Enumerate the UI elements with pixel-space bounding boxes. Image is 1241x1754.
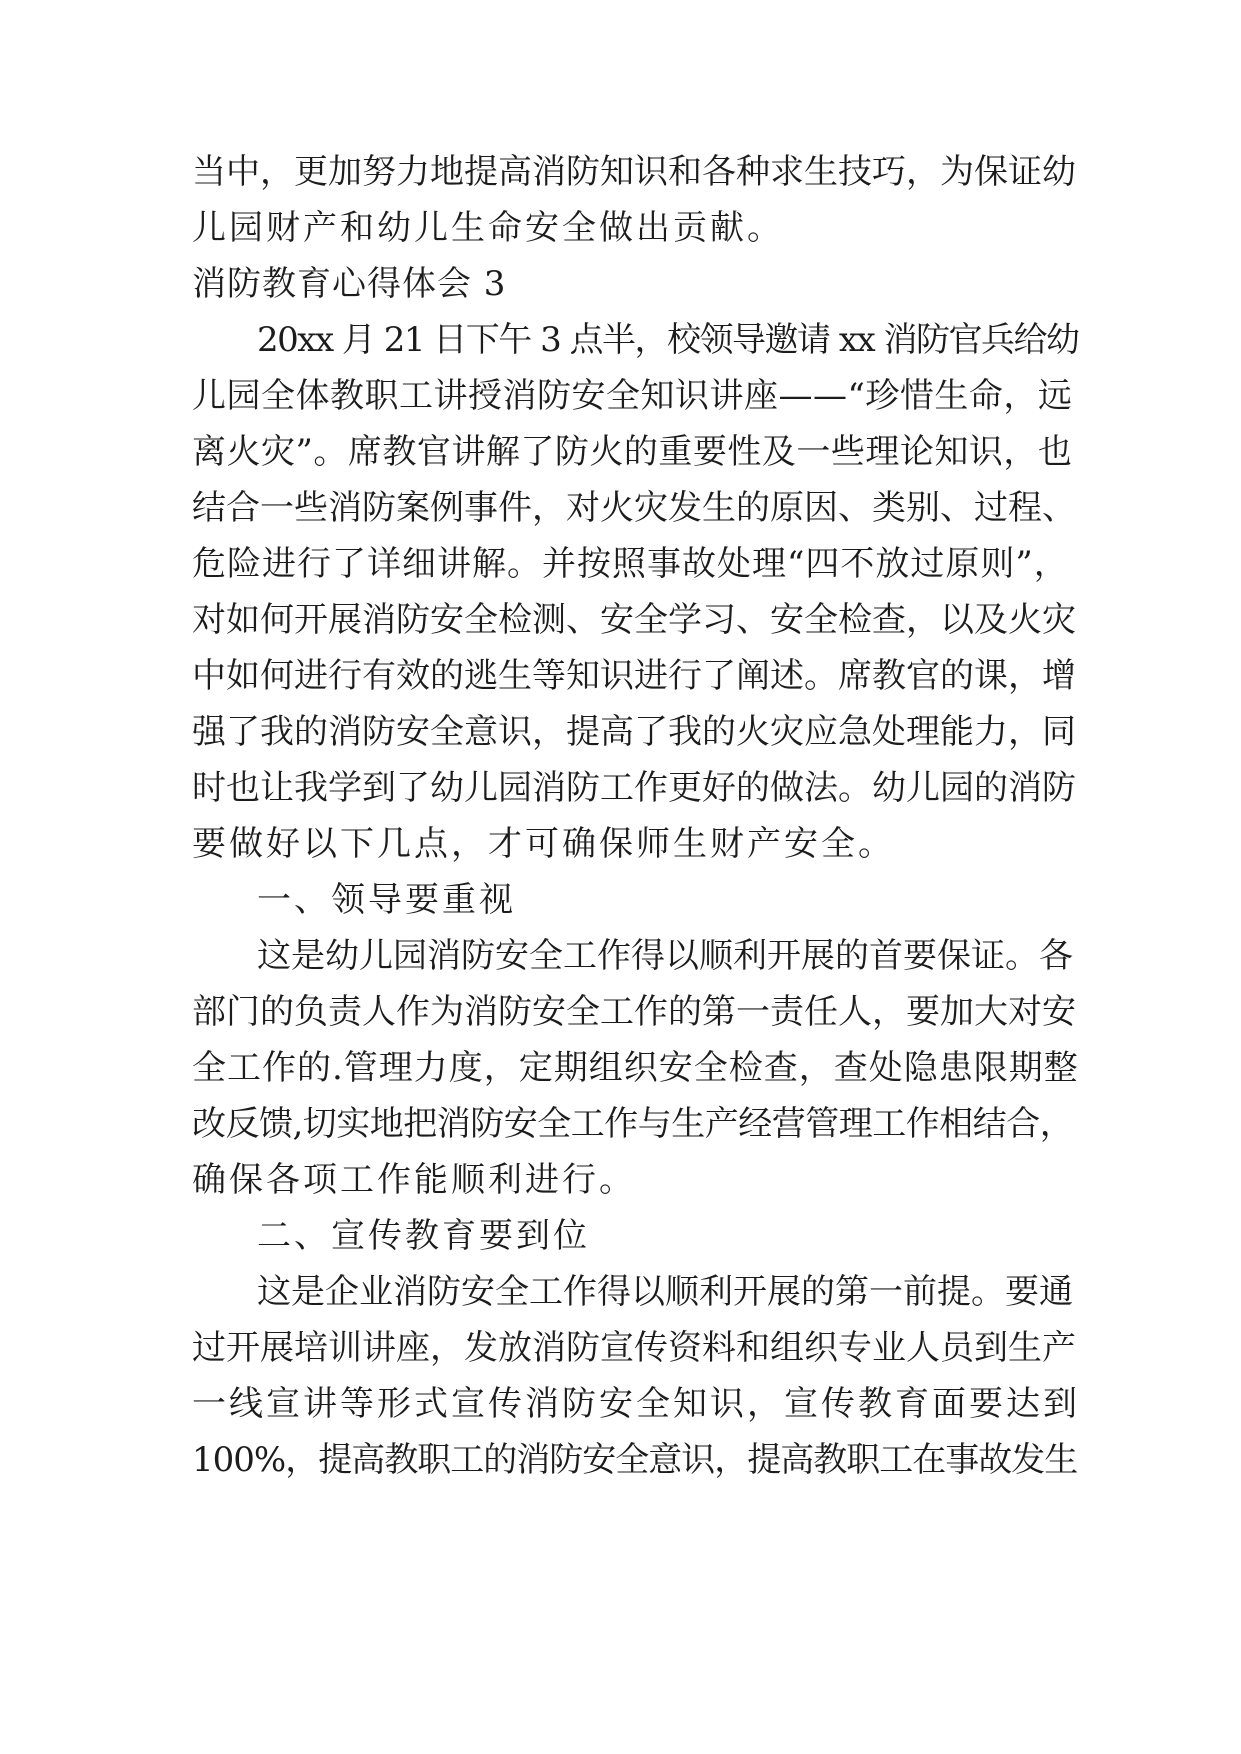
paragraph-line: 过开展培训讲座，发放消防宣传资料和组织专业人员到生产 <box>192 1328 1076 1368</box>
paragraph-line: 对如何开展消防安全检测、安全学习、安全检查，以及火灾 <box>192 600 1076 640</box>
paragraph-line: 结合一些消防案例事件，对火灾发生的原因、类别、过程、 <box>192 488 1076 528</box>
paragraph-line: 时也让我学到了幼儿园消防工作更好的做法。幼儿园的消防 <box>192 768 1076 808</box>
section-heading: 一、领导要重视 <box>257 880 516 920</box>
paragraph-line: 危险进行了详细讲解。并按照事故处理“四不放过原则”， <box>192 544 1069 584</box>
paragraph-line: 要做好以下几点，才可确保师生财产安全。 <box>192 824 895 864</box>
paragraph-line: 20xx 月 21 日下午 3 点半，校领导邀请 xx 消防官兵给幼 <box>257 320 1079 360</box>
paragraph-line: 改反馈,切实地把消防安全工作与生产经营管理工作相结合， <box>192 1104 1074 1144</box>
paragraph-line: 离火灾”。席教官讲解了防火的重要性及一些理论知识，也 <box>192 432 1073 472</box>
paragraph-line: 儿园财产和幼儿生命安全做出贡献。 <box>192 208 784 248</box>
paragraph-line: 全工作的.管理力度，定期组织安全检查，查处隐患限期整 <box>192 1048 1079 1088</box>
paragraph-line: 儿园全体教职工讲授消防安全知识讲座——“珍惜生命，远 <box>192 376 1073 416</box>
paragraph-line: 部门的负责人作为消防安全工作的第一责任人，要加大对安 <box>192 992 1076 1032</box>
paragraph-line: 一线宣讲等形式宣传消防安全知识，宣传教育面要达到 <box>192 1384 1080 1424</box>
section-heading: 二、宣传教育要到位 <box>257 1216 590 1256</box>
section-title: 消防教育心得体会 3 <box>192 264 507 304</box>
paragraph-line: 强了我的消防安全意识，提高了我的火灾应急处理能力，同 <box>192 712 1076 752</box>
paragraph-line: 当中，更加努力地提高消防知识和各种求生技巧，为保证幼 <box>192 152 1076 192</box>
paragraph-line: 100%，提高教职工的消防安全意识，提高教职工在事故发生 <box>192 1440 1078 1480</box>
paragraph-line: 这是企业消防安全工作得以顺利开展的第一前提。要通 <box>257 1272 1073 1312</box>
paragraph-line: 这是幼儿园消防安全工作得以顺利开展的首要保证。各 <box>257 936 1073 976</box>
paragraph-line: 确保各项工作能顺利进行。 <box>192 1160 636 1200</box>
paragraph-line: 中如何进行有效的逃生等知识进行了阐述。席教官的课，增 <box>192 656 1076 696</box>
